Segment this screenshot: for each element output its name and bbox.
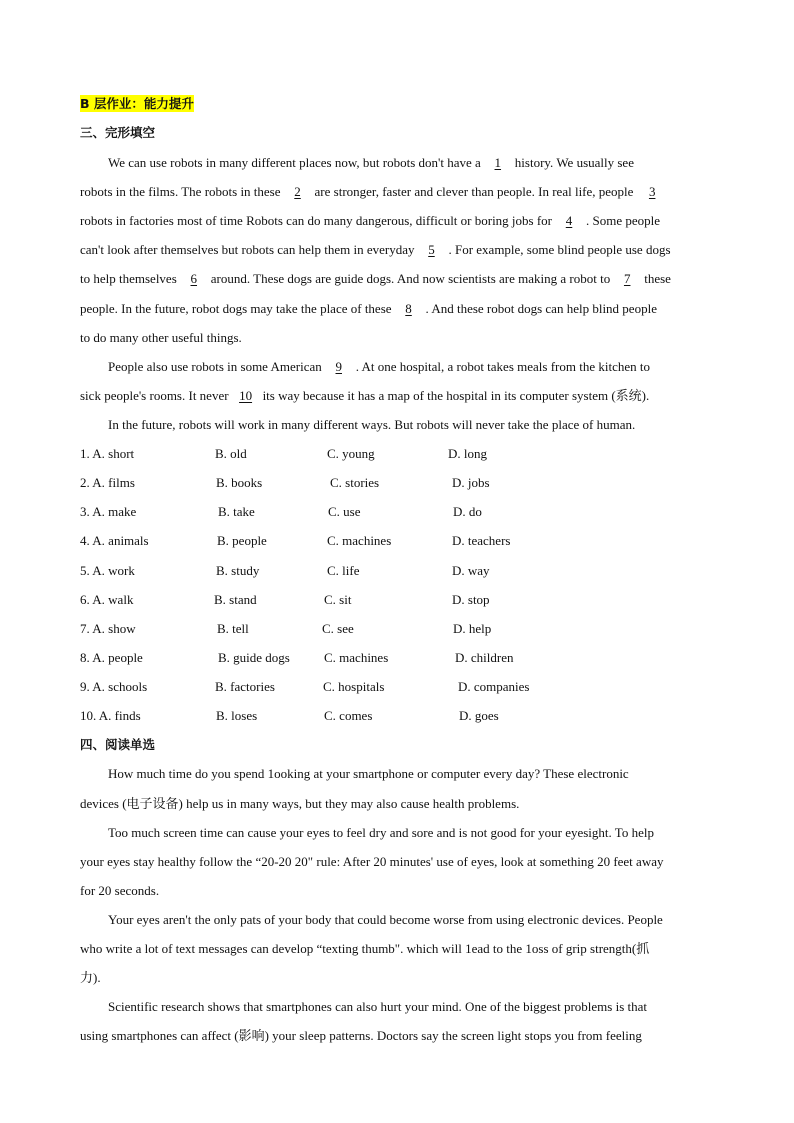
- option-b[interactable]: B. factories: [215, 679, 275, 694]
- option-c[interactable]: C. see: [322, 621, 354, 636]
- section-b-label: B 层作业：能力提升: [80, 96, 194, 111]
- option-d[interactable]: D. long: [448, 446, 487, 461]
- option-a[interactable]: 8. A. people: [80, 650, 143, 665]
- blank-9[interactable]: 9: [335, 359, 342, 374]
- reading-line: for 20 seconds.: [80, 883, 160, 898]
- option-b[interactable]: B. old: [215, 446, 247, 461]
- reading-line: 力).: [80, 970, 101, 985]
- reading-title: 四、阅读单选: [80, 737, 156, 752]
- reading-line: How much time do you spend 1ooking at your smartphone or computer every day? These electronic: [108, 766, 629, 781]
- blank-2[interactable]: 2: [294, 184, 301, 199]
- passage-line: to help themselves 6 around. These dogs are guide dogs. And now scientists are making a robot to 7 these: [80, 271, 671, 286]
- passage-line: robots in factories most of time Robots can do many dangerous, difficult or boring jobs for 4 . Some people: [80, 213, 661, 228]
- reading-line: Scientific research shows that smartphones can also hurt your mind. One of the biggest problems is that: [108, 999, 648, 1014]
- option-a[interactable]: 1. A. short: [80, 446, 135, 461]
- option-a[interactable]: 5. A. work: [80, 563, 135, 578]
- option-d[interactable]: D. goes: [459, 708, 499, 723]
- option-c[interactable]: C. machines: [324, 650, 389, 665]
- option-d[interactable]: D. do: [453, 504, 482, 519]
- option-b[interactable]: B. stand: [214, 592, 257, 607]
- reading-line: using smartphones can affect (影响) your sleep patterns. Doctors say the screen light stops you from feeling: [80, 1028, 642, 1043]
- passage-line: People also use robots in some American 9 . At one hospital, a robot takes meals from the kitchen to: [108, 359, 650, 374]
- passage-line: sick people's rooms. It never 10 its way because it has a map of the hospital in its computer system (系统).: [80, 388, 650, 403]
- cloze-title: 三、完形填空: [80, 125, 156, 140]
- option-a[interactable]: 2. A. films: [80, 475, 135, 490]
- blank-5[interactable]: 5: [428, 242, 435, 257]
- option-c[interactable]: C. stories: [330, 475, 380, 490]
- option-a[interactable]: 7. A. show: [80, 621, 136, 636]
- option-b[interactable]: B. study: [216, 563, 260, 578]
- option-d[interactable]: D. help: [453, 621, 492, 636]
- option-c[interactable]: C. hospitals: [323, 679, 385, 694]
- option-c[interactable]: C. comes: [324, 708, 373, 723]
- passage-line: to do many other useful things.: [80, 330, 242, 345]
- option-c[interactable]: C. machines: [327, 533, 392, 548]
- blank-10[interactable]: 10: [239, 388, 253, 403]
- option-a[interactable]: 6. A. walk: [80, 592, 134, 607]
- reading-line: Too much screen time can cause your eyes to feel dry and sore and is not good for your eyesight. To help: [108, 825, 654, 840]
- passage-line: In the future, robots will work in many different ways. But robots will never take the place of human.: [108, 417, 636, 432]
- option-a[interactable]: 9. A. schools: [80, 679, 148, 694]
- option-b[interactable]: B. tell: [217, 621, 249, 636]
- option-c[interactable]: C. sit: [324, 592, 352, 607]
- option-b[interactable]: B. books: [216, 475, 263, 490]
- option-d[interactable]: D. stop: [452, 592, 490, 607]
- option-b[interactable]: B. loses: [216, 708, 258, 723]
- option-b[interactable]: B. guide dogs: [218, 650, 290, 665]
- reading-line: who write a lot of text messages can develop “texting thumb". which will 1ead to the 1oss of grip strength(抓: [80, 941, 650, 956]
- option-d[interactable]: D. children: [455, 650, 514, 665]
- option-b[interactable]: B. take: [218, 504, 255, 519]
- blank-8[interactable]: 8: [405, 301, 412, 316]
- reading-line: your eyes stay healthy follow the “20-20 20" rule: After 20 minutes' use of eyes, look at something 20 feet away: [80, 854, 664, 869]
- option-a[interactable]: 4. A. animals: [80, 533, 149, 548]
- blank-1[interactable]: 1: [494, 155, 502, 170]
- option-c[interactable]: C. use: [328, 504, 361, 519]
- blank-4[interactable]: 4: [565, 213, 573, 228]
- reading-line: Your eyes aren't the only pats of your body that could become worse from using electronic devices. People: [108, 912, 663, 927]
- option-a[interactable]: 3. A. make: [80, 504, 137, 519]
- blank-6[interactable]: 6: [190, 271, 198, 286]
- passage-line: can't look after themselves but robots can help them in everyday 5 . For example, some blind people use dogs: [80, 242, 671, 257]
- passage-line: We can use robots in many different places now, but robots don't have a 1 history. We usually see: [108, 155, 634, 170]
- blank-7[interactable]: 7: [623, 271, 631, 286]
- passage-line: robots in the films. The robots in these 2 are stronger, faster and clever than people. In real life, people 3: [80, 184, 656, 199]
- blank-3[interactable]: 3: [648, 184, 656, 199]
- option-c[interactable]: C. young: [327, 446, 375, 461]
- option-d[interactable]: D. companies: [458, 679, 530, 694]
- option-a[interactable]: 10. A. finds: [80, 708, 141, 723]
- option-d[interactable]: D. jobs: [452, 475, 490, 490]
- option-c[interactable]: C. life: [327, 563, 360, 578]
- option-b[interactable]: B. people: [217, 533, 267, 548]
- passage-line: people. In the future, robot dogs may take the place of these 8 . And these robot dogs can help blind people: [80, 301, 657, 316]
- option-d[interactable]: D. teachers: [452, 533, 511, 548]
- reading-line: devices (电子设备) help us in many ways, but they may also cause health problems.: [80, 796, 520, 811]
- option-d[interactable]: D. way: [452, 563, 490, 578]
